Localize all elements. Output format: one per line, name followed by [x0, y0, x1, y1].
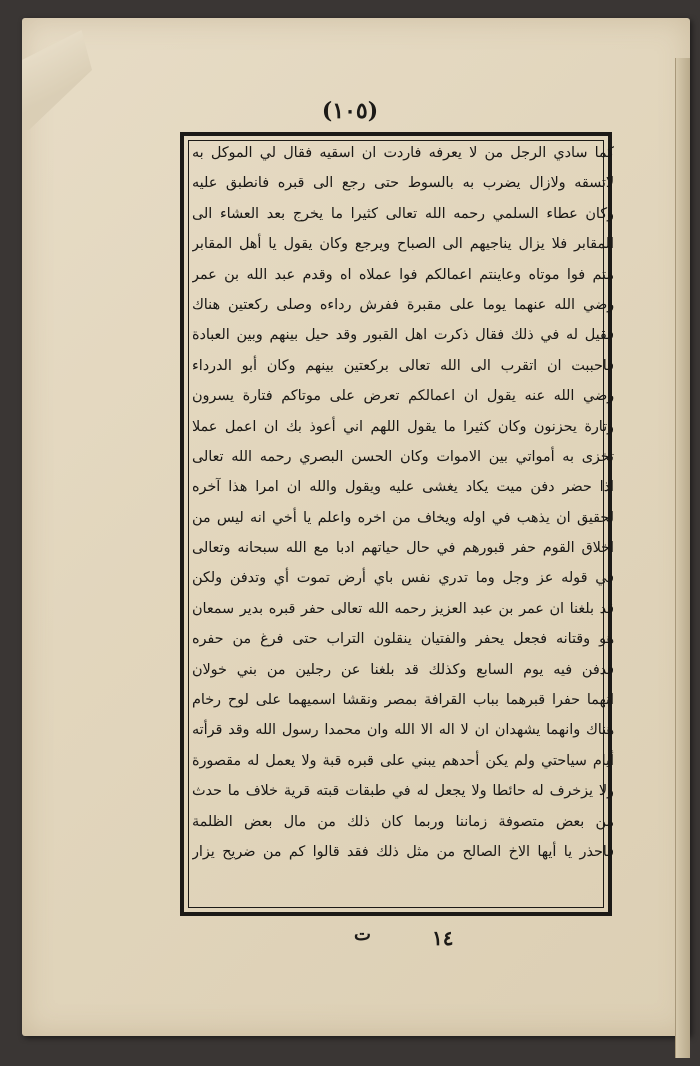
text-line: لاتسقه ولازال يضرب به بالسوط حتى رجع الى قبره فانطبق عليه [192, 175, 614, 192]
text-line: المقابر فلا يزال يناجيهم الى الصباح ويرجع وكان يقول يا أهل المقابر [192, 236, 614, 253]
text-line: لحقيق ان يذهب في اوله ويخاف من اخره واعلم يا أخي انه ليس من [192, 509, 614, 526]
text-line: اذا حضر دفن ميت يكاد يغشى عليه ويقول والله ان امرا هذا آخره [192, 479, 614, 496]
text-line: فاحذر يا أيها الاخ الصالح من مثل ذلك فقد قالوا كم من ضريح يزار [192, 843, 614, 860]
page-edge [675, 58, 690, 1058]
text-line: وتارة يحزنون وكان كثيرا ما يقول اللهم اني أعوذ بك ان اعمل عملا [192, 418, 614, 435]
text-line: اخلاق القوم حفر قبورهم في حال حياتهم ادبا مع الله سبحانه وتعالى [192, 540, 614, 557]
text-line: فدفن فيه يوم السابع وكذلك قد بلغنا عن رجلين من بني خولان [192, 661, 614, 678]
text-line: هو وقتانه فجعل يحفر والفتيان ينقلون التراب حتى فرغ من حفره [192, 631, 614, 648]
text-line: كما سادي الرجل من لا يعرفه فاردت ان اسقيه فقال لي الموكل به [192, 145, 614, 161]
page-footer [0, 924, 700, 954]
catchword: ت [354, 924, 371, 945]
text-line: ولا يزخرف له حائطا ولا يجعل له في طبقات قبته قرية خلاف ما حدث [192, 783, 614, 800]
text-line: في قوله عز وجل وما تدري نفس باي أرض تموت أي وتدفن ولكن [192, 570, 614, 587]
text-line: هناك وانهما يشهدان ان لا اله الا الله وان محمدا رسول الله وقد قرأته [192, 722, 614, 739]
page-number: (١٠٥) [321, 98, 379, 124]
text-line: متم فوا موتاه وعاينتم اعمالكم فوا عملاه اه وقدم عبد الله بن عمر [192, 266, 614, 283]
text-line: من بعض متصوفة زماننا وربما كان ذلك من مال بعض الظلمة [192, 813, 614, 830]
text-line: أيام سياحتي ولم يكن أحدهم يبني على قبره قبة ولا يعمل له مقصورة [192, 752, 614, 769]
text-line: فاحببت ان اتقرب الى الله تعالى بركعتين بينهم وكان أبو الدرداء [192, 357, 614, 374]
text-line: انهما حفرا قبرهما بباب القرافة بمصر ونقشا اسميهما على لوح رخام [192, 692, 614, 709]
text-line: رضي الله عنه يقول ان اعمالكم تعرض على موتاكم فتارة يسرون [192, 388, 614, 405]
text-line: تخزى به أمواتي بين الاموات وكان الحسن البصري رحمه الله تعالى [192, 448, 614, 465]
text-line: قد بلغنا ان عمر بن عبد العزيز رحمه الله تعالى حفر قبره بدير سمعان [192, 600, 614, 617]
text-line: رضي الله عنهما يوما على مقبرة ففرش رداءه وصلى ركعتين هناك [192, 296, 614, 313]
signature-mark: ١٤ [432, 926, 454, 950]
body-text [192, 138, 614, 867]
text-line: وكان عطاء السلمي رحمه الله تعالى كثيرا ما يخرج بعد العشاء الى [192, 205, 614, 222]
text-line: فقيل له في ذلك فقال ذكرت اهل القبور وقد حيل بينهم وبين العبادة [192, 327, 614, 344]
